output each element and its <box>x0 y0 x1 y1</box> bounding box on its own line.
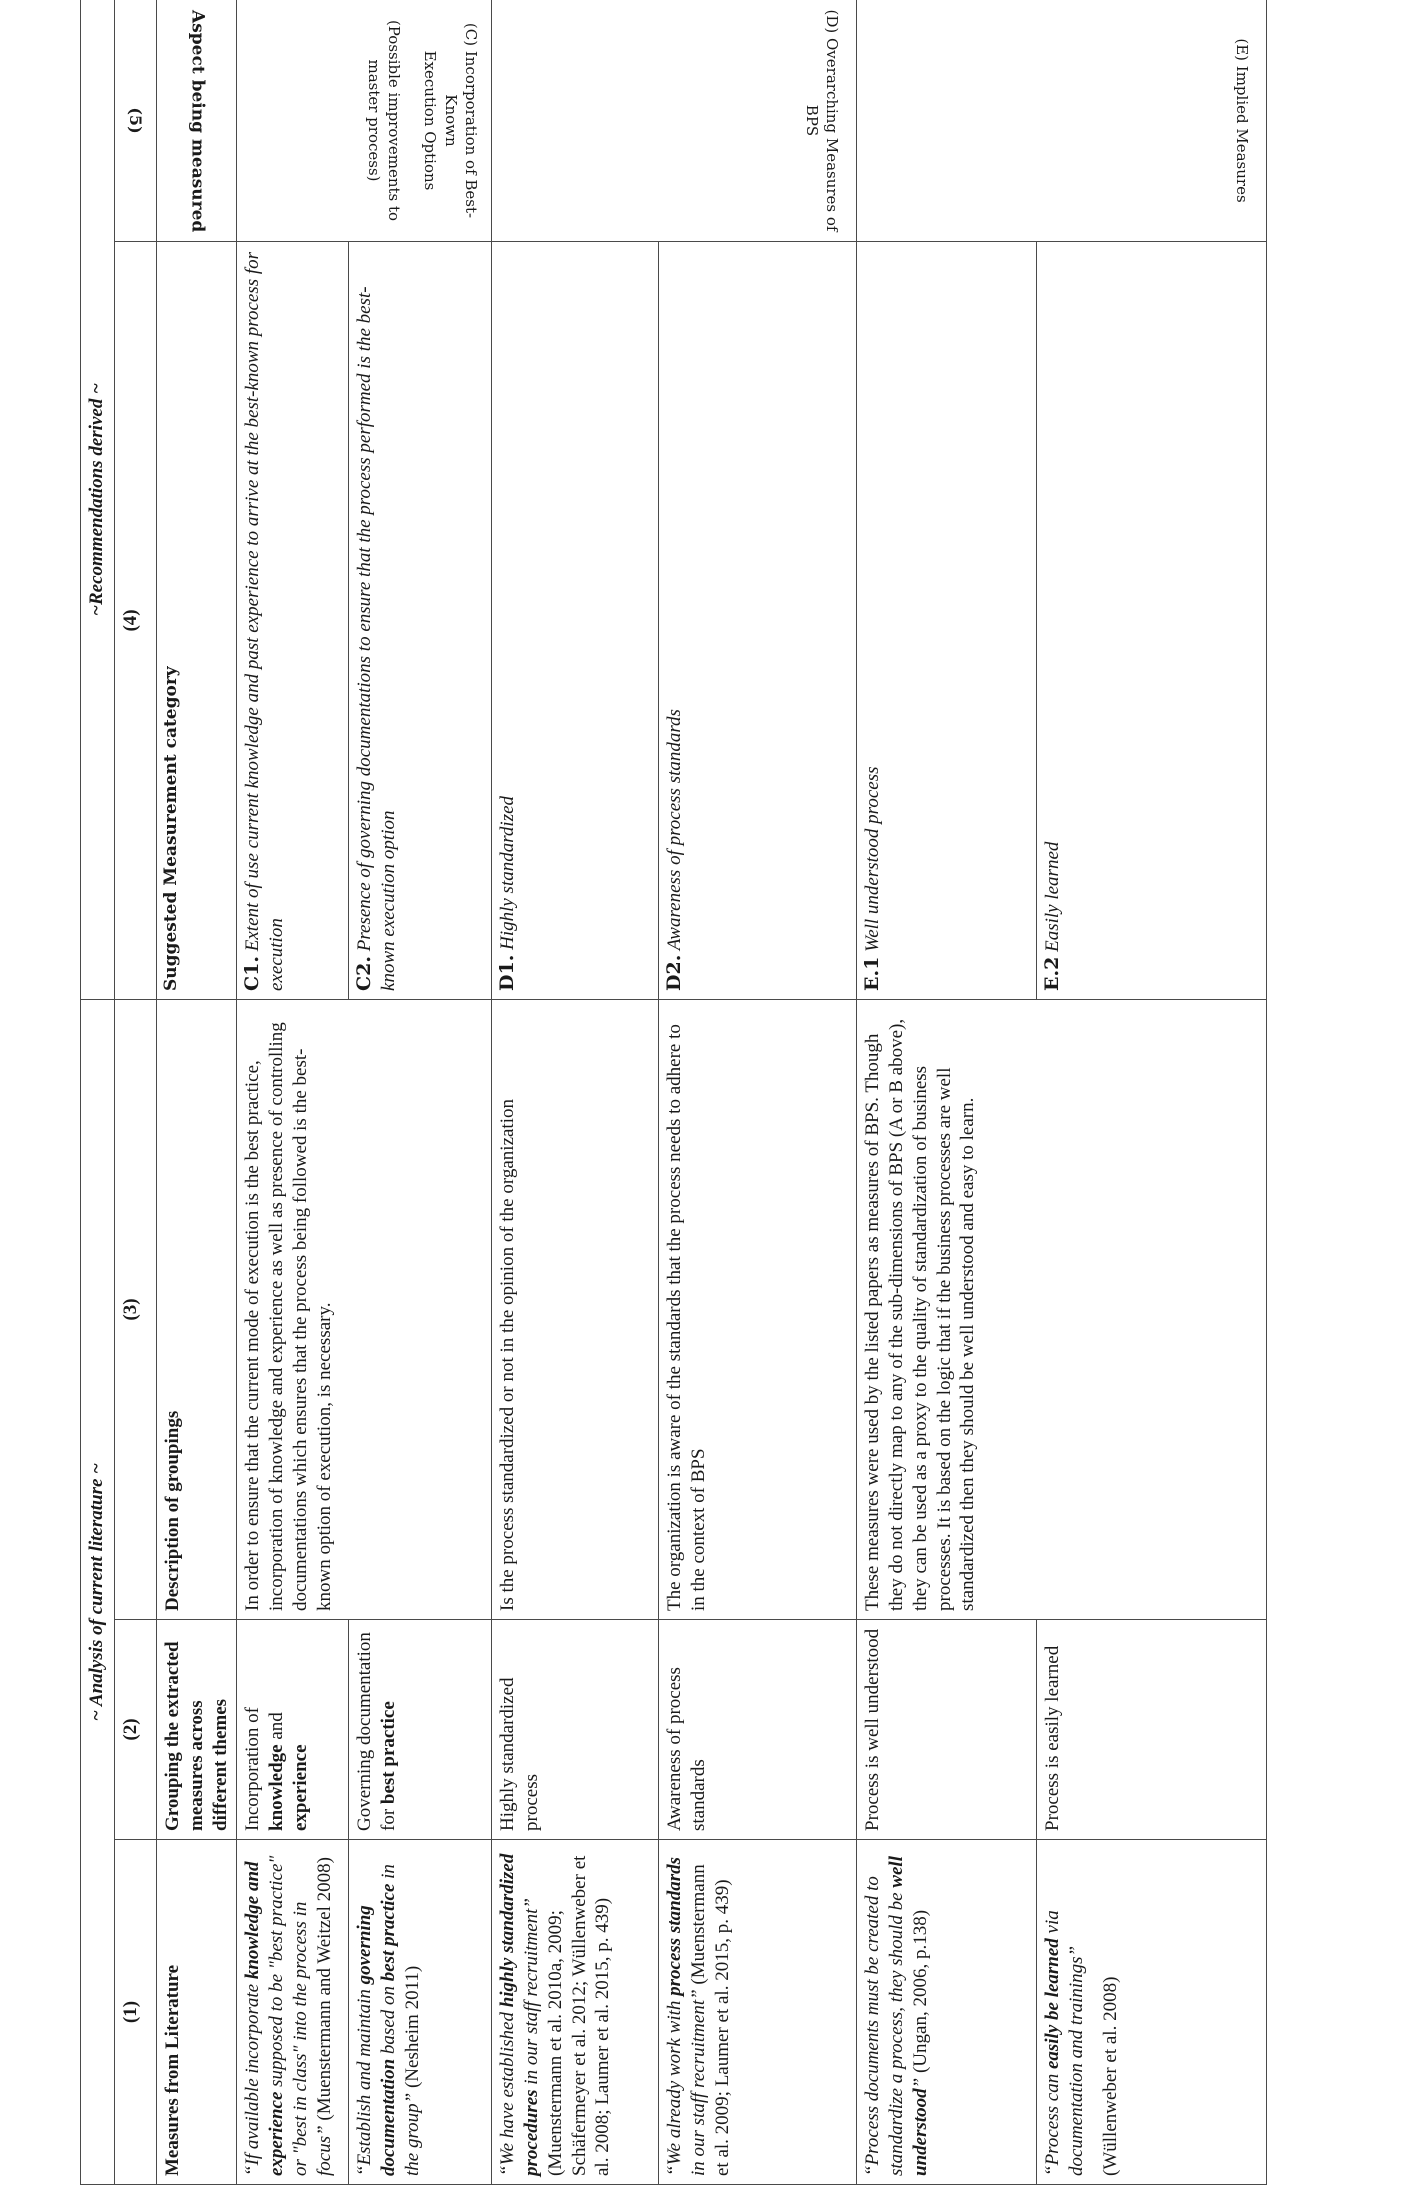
category-code: D2. <box>663 954 686 991</box>
measure-keyword: governing documentation <box>354 1905 399 2176</box>
category-cell-e2 <box>1037 241 1267 999</box>
category-text: Awareness of process standards <box>664 709 686 955</box>
category-text: Highly standardized <box>497 795 519 955</box>
category-code: C1. <box>241 956 264 991</box>
category-text: Presence of governing documentations to ensure that the process performed is the best-known execution option <box>354 286 399 991</box>
aspect-e-title: (E) Implied Measures <box>1233 38 1252 203</box>
measure-quote-cont: ” <box>909 2077 931 2089</box>
measure-quote: “Process documents must be created to standardize a process, they should be <box>862 1876 907 2176</box>
header-grouping: Grouping the extracted measures across different themes <box>157 1620 237 1840</box>
measure-quote-cont: in our staff recruitment” <box>688 1989 709 2176</box>
grouping-text: Incorporation of <box>242 1707 264 1831</box>
measure-cell <box>492 1840 659 2185</box>
measure-cell <box>237 1840 349 2185</box>
category-code: E.2 <box>1041 956 1064 991</box>
description-cell-e: These measures were used by the listed papers as measures of BPS. Though they do not directly map to any of the sub-dimensions of BPS (A or B above), they can be used as a proxy to the quality of standardization of business processes. It is based on the logic that if the business processes are well standardized then they should be well understood and easy to learn. <box>857 999 1267 1619</box>
aspect-d-title: (D) Overarching Measures of BPS <box>803 9 842 232</box>
aspect-cell-e <box>857 0 1267 241</box>
measure-reference: (Muenstermann et al. 2009; Laumer et al. 2015, p. 439) <box>688 1864 733 2176</box>
category-text: Easily learned <box>1042 841 1064 957</box>
measure-reference: (Muenstermann and Weitzel 2008) <box>313 1857 335 2126</box>
measure-keyword: easily be learned <box>1042 1938 1064 2070</box>
grouping-cell <box>237 1620 349 1840</box>
measure-quote-cont: in our staff recruitment” <box>521 1898 542 2090</box>
header-aspect <box>157 0 237 241</box>
column-header-row <box>157 0 237 2185</box>
grouping-text: and <box>266 1712 287 1745</box>
table-row-d1 <box>492 0 659 2185</box>
table-row-e1 <box>857 0 1037 2185</box>
aspect-cell-d <box>492 0 857 241</box>
bps-measures-table <box>80 0 1267 2185</box>
grouping-cell: Process is easily learned <box>1037 1620 1267 1840</box>
grouping-cell: Highly standardized process <box>492 1620 659 1840</box>
measure-keyword: best practice <box>378 1883 399 1982</box>
table-row-c1 <box>237 0 349 2185</box>
recommendations-band: ~Recommendations derived ~ <box>81 0 115 999</box>
measure-cell <box>349 1840 492 2185</box>
grouping-cell: Process is well understood <box>857 1620 1037 1840</box>
category-code: E.1 <box>861 956 884 991</box>
category-cell-d1 <box>492 241 659 999</box>
column-number-row <box>115 0 157 2185</box>
grouping-keyword: experience <box>289 1744 311 1831</box>
measure-quote-cont: based on <box>378 1981 399 2059</box>
measure-reference: (Nesheim 2011) <box>401 1965 423 2093</box>
col-number-5 <box>115 0 157 241</box>
col-number-1: (1) <box>115 1840 157 2185</box>
aspect-cell-c <box>237 0 492 241</box>
rotated-table-page <box>80 0 1252 2185</box>
measure-quote: “We have established <box>497 2007 519 2176</box>
grouping-keyword: best practice <box>378 1701 399 1805</box>
col-number-4: (4) <box>115 241 157 999</box>
measure-cell <box>1037 1840 1267 2185</box>
category-code: C2. <box>353 956 376 991</box>
measure-cell <box>857 1840 1037 2185</box>
grouping-cell <box>349 1620 492 1840</box>
category-cell-e1 <box>857 241 1037 999</box>
measure-keyword: well understood <box>886 1856 931 2176</box>
analysis-band: ~ Analysis of current literature ~ <box>81 999 115 2184</box>
measure-quote: “If available incorporate <box>242 1979 264 2176</box>
table-row-d2 <box>659 0 857 2185</box>
header-description: Description of groupings <box>157 999 237 1619</box>
col-number-2: (2) <box>115 1620 157 1840</box>
aspect-c-note: (Possible improvements to master process) <box>365 19 404 222</box>
category-cell-c1 <box>237 241 349 999</box>
grouping-text: Governing documentation for <box>354 1632 399 1831</box>
description-cell-d1: Is the process standardized or not in the opinion of the organization <box>492 999 659 1619</box>
measure-reference: (Muenstermann et al. 2010a, 2009; Schäfermeyer et al. 2012; Wüllenweber et al. 2008; Laumer et al. 2015, p. 439) <box>544 1855 614 2176</box>
aspect-c-title: (C) Incorporation of Best-Known <box>442 22 481 219</box>
grouping-cell: Awareness of process standards <box>659 1620 857 1840</box>
category-code: D1. <box>496 954 519 991</box>
description-cell-c: In order to ensure that the current mode of execution is the best practice, incorporation of knowledge and experience as well as presence of controlling documentations which ensures that the process being followed is the best-known option of execution, is necessary. <box>237 999 492 1619</box>
category-text: Extent of use current knowledge and past experience to arrive at the best-known process for execution <box>242 251 287 991</box>
measure-cell <box>659 1840 857 2185</box>
header-measures: Measures from Literature <box>157 1840 237 2185</box>
category-text: Well understood process <box>862 766 884 957</box>
measure-reference: (Ungan, 2006, p.138) <box>909 1909 931 2078</box>
header-aspect-label: Aspect being measured <box>187 9 208 233</box>
measure-quote: “We already work with <box>664 1995 686 2176</box>
col-number-5-label: (5) <box>126 107 146 134</box>
grouping-keyword: knowledge <box>266 1744 287 1831</box>
measure-quote: “Process can <box>1042 2069 1064 2176</box>
band-row <box>81 0 115 2185</box>
measure-reference: (Wüllenweber et al. 2008) <box>1099 1976 1121 2176</box>
header-category: Suggested Measurement category <box>157 241 237 999</box>
category-cell-d2 <box>659 241 857 999</box>
description-cell-d2: The organization is aware of the standards that the process needs to adhere to in the context of BPS <box>659 999 857 1619</box>
measure-keyword: highly standardized procedures <box>497 1853 542 2176</box>
measure-keyword: knowledge and experience <box>242 1861 287 2176</box>
category-cell-c2 <box>349 241 492 999</box>
measure-quote-end: in the group” <box>378 1864 423 2176</box>
measure-keyword: process standards <box>664 1857 686 1996</box>
measure-quote-cont: supposed to be "best practice" or "best in class" into the process in focus” <box>266 1855 335 2176</box>
col-number-3: (3) <box>115 999 157 1619</box>
measure-quote: “Establish and maintain <box>354 1984 376 2176</box>
aspect-c-title-2: Execution Options <box>421 50 440 191</box>
measure-quote-cont: via documentation and trainings” <box>1042 1910 1087 2176</box>
